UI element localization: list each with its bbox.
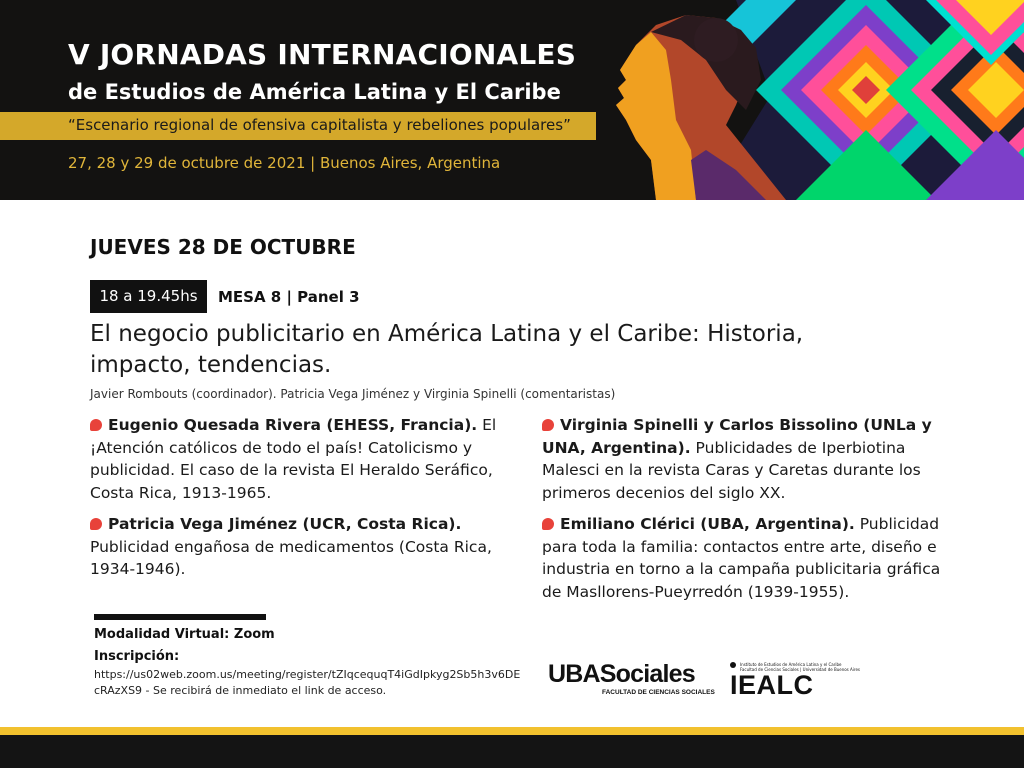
uba-sociales-logo [548,660,715,700]
bullet-icon [542,419,554,431]
iealc-mark-icon [730,662,736,668]
bullet-icon [90,419,102,431]
footer-bar [0,735,1024,768]
footer-stripe [0,727,1024,735]
iealc-logo-caption: Instituto de Estudios de América Latina y el Caribe Facultad de Ciencias Sociales | Universidad de Buenos Aires [740,662,860,672]
mesa-label: MESA 8 | Panel 3 [218,288,360,306]
event-title: V JORNADAS INTERNACIONALES [68,38,577,71]
event-theme: “Escenario regional de ofensiva capitalista y rebeliones populares” [68,116,571,134]
iealc-logo [730,660,860,700]
iealc-logo-wordmark: IEALC [730,670,814,700]
event-dates-place: 27, 28 y 29 de octubre de 2021 | Buenos Aires, Argentina [68,154,501,172]
talk-authors: Emiliano Clérici (UBA, Argentina). [560,515,855,533]
talk-item [542,414,962,504]
modality-label: Modalidad Virtual: Zoom [94,627,275,642]
uba-logo-wordmark: UBASociales [548,660,695,688]
uba-logo-subtitle: FACULTAD DE CIENCIAS SOCIALES [602,689,715,696]
panel-title: El negocio publicitario en América Latina y el Caribe: Historia, impacto, tendencias. [90,321,804,378]
divider [94,614,266,620]
talk-title: Publicidades de Iperbiotina Malesci en la revista Caras y Caretas durante los primeros decenios del siglo XX. [542,438,921,502]
session-day: JUEVES 28 DE OCTUBRE [90,235,356,259]
talk-item [542,513,962,603]
registration-label: Inscripción: [94,649,180,664]
bullet-icon [542,518,554,530]
talk-authors: Patricia Vega Jiménez (UCR, Costa Rica). [108,515,462,533]
event-header [0,0,1024,200]
coordinators: Javier Rombouts (coordinador). Patricia Vega Jiménez y Virginia Spinelli (comentaristas) [90,387,616,401]
header-artwork-image [596,0,1024,200]
talk-authors: Eugenio Quesada Rivera (EHESS, Francia). [108,416,478,434]
time-badge: 18 a 19.45hs [90,280,207,313]
talk-title: Publicidad para toda la familia: contactos entre arte, diseño e industria en torno a la campaña publicitaria gráfica de Masllorens-Pueyrredón (1939-1955). [542,515,941,601]
talk-item [90,414,510,504]
event-subtitle: de Estudios de América Latina y El Caribe [68,80,561,104]
talk-authors: Virginia Spinelli y Carlos Bissolino (UNLa y UNA, Argentina). [542,416,932,457]
talk-title: El ¡Atención católicos de todo el país! Catolicismo y publicidad. El caso de la revista El Heraldo Seráfico, Costa Rica, 1913-1965. [90,416,497,502]
bullet-icon [90,518,102,530]
registration-link[interactable]: https://us02web.zoom.us/meeting/register/tZIqcequqT4iGdIpkyg2Sb5h3v6DEcRAzXS9 - Se recibirá de inmediato el link de acceso. [94,668,521,697]
talk-item [90,513,510,581]
talk-title: Publicidad engañosa de medicamentos (Costa Rica, 1934-1946). [90,537,492,578]
